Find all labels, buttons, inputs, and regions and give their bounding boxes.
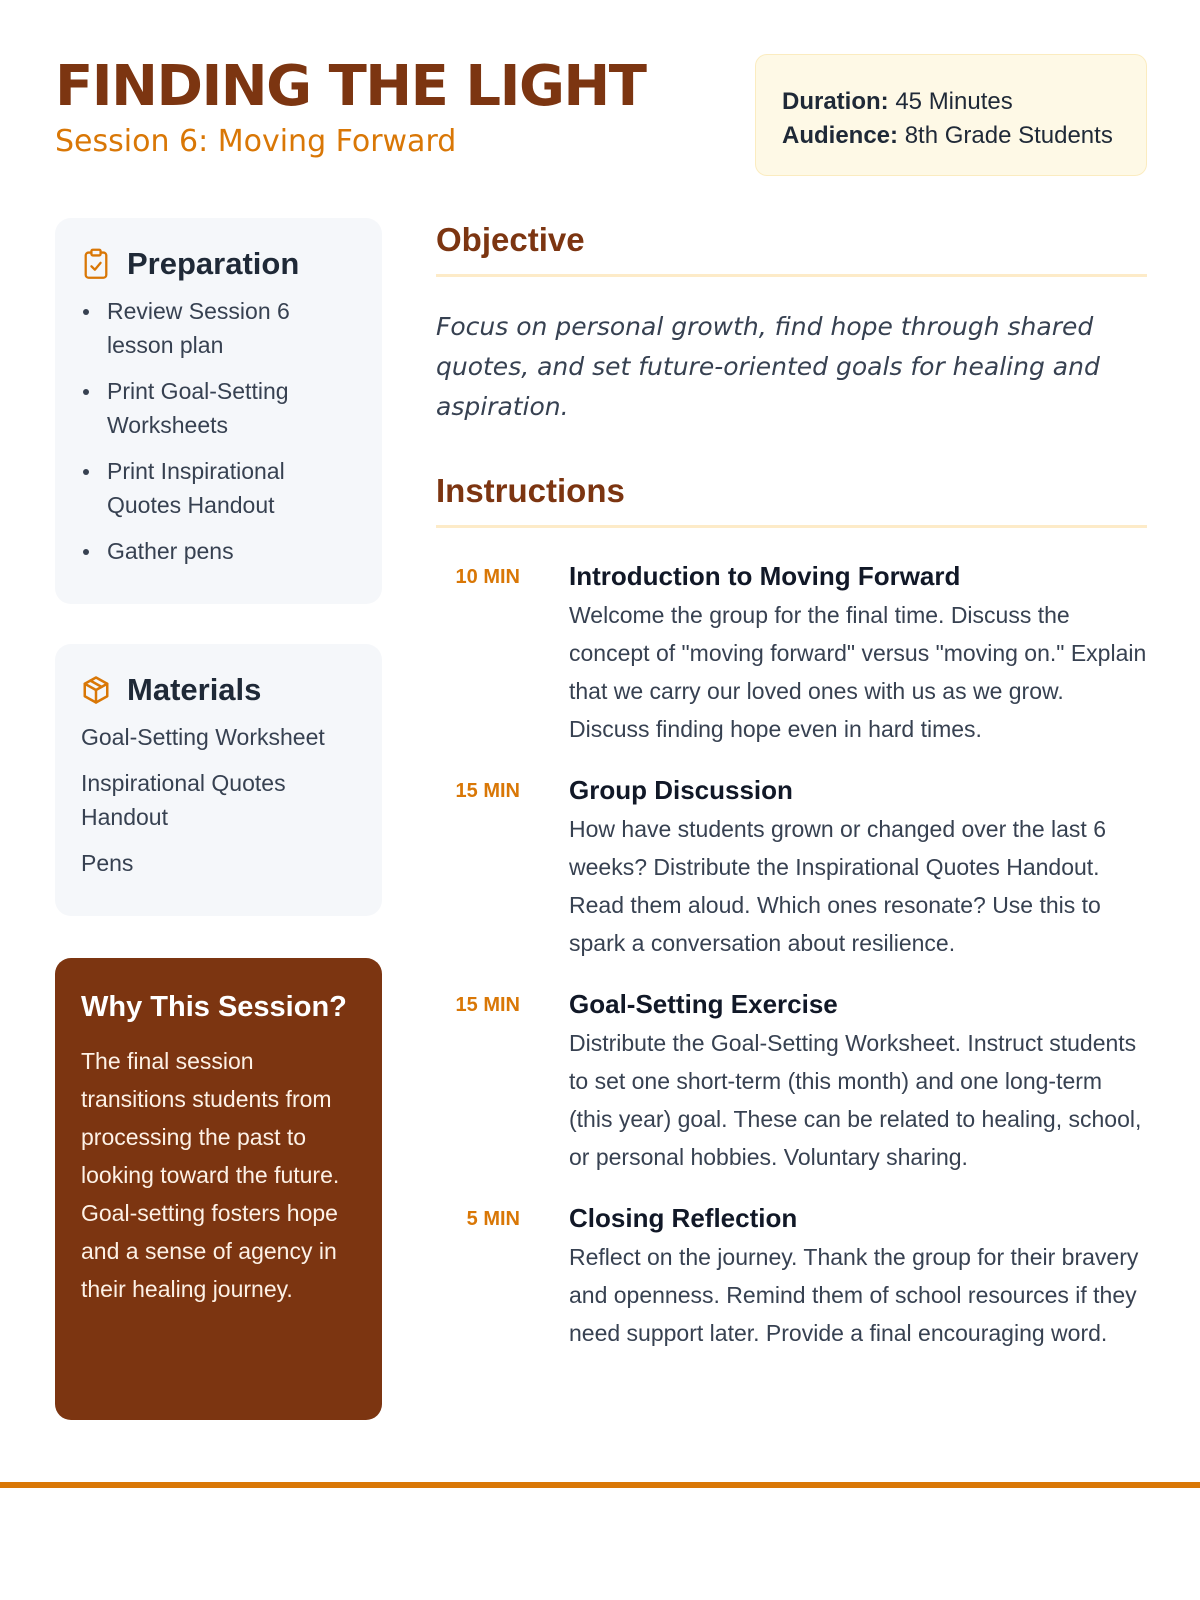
objective-text: Focus on personal growth, find hope through shared quotes, and set future-oriented goals for healing and aspiration.	[436, 312, 1100, 421]
materials-item: Inspirational Quotes Handout	[81, 770, 286, 830]
instruction-step	[436, 560, 1147, 748]
materials-item: Goal-Setting Worksheet	[81, 724, 325, 750]
page-title: FINDING THE LIGHT	[55, 54, 646, 119]
preparation-item: Gather pens	[81, 534, 356, 568]
step-duration: 5 MIN	[466, 1208, 520, 1230]
preparation-item: Review Session 6 lesson plan	[81, 294, 356, 362]
instructions-list	[436, 560, 1147, 1352]
footer-divider	[0, 1482, 1200, 1488]
materials-item: Pens	[81, 850, 134, 876]
objective-heading: Objective	[436, 218, 1147, 277]
preparation-list	[81, 294, 356, 568]
step-duration: 15 MIN	[455, 780, 520, 802]
preparation-item: Print Goal-Setting Worksheets	[81, 374, 356, 442]
step-description: How have students grown or changed over the last 6 weeks? Distribute the Inspirational Quotes Handout. Read them aloud. Which ones resonate? Use this to spark a conversation about resilience.	[569, 816, 1106, 956]
step-description: Welcome the group for the final time. Discuss the concept of "moving forward" versus "moving on." Explain that we carry our loved ones with us as we grow. Discuss finding hope even in hard times.	[569, 602, 1147, 742]
why-session-card	[55, 958, 382, 1420]
instruction-step	[436, 1202, 1147, 1352]
why-session-body: The final session transitions students from processing the past to looking toward the future. Goal-setting fosters hope and a sense of agency in their healing journey.	[81, 1048, 340, 1302]
session-subtitle: Session 6: Moving Forward	[55, 124, 457, 159]
main-content	[436, 218, 1147, 1378]
preparation-item: Print Inspirational Quotes Handout	[81, 454, 356, 522]
step-title: Group Discussion	[569, 775, 793, 805]
page-header	[55, 52, 1147, 182]
step-title: Goal-Setting Exercise	[569, 989, 838, 1019]
clipboard-check-icon	[81, 247, 111, 281]
materials-card	[55, 644, 382, 916]
instructions-heading: Instructions	[436, 469, 1147, 528]
preparation-title: Preparation	[127, 246, 300, 281]
materials-title: Materials	[127, 672, 262, 707]
step-title: Introduction to Moving Forward	[569, 561, 961, 591]
duration-value: 45 Minutes	[895, 88, 1013, 115]
step-duration: 10 MIN	[455, 566, 520, 588]
step-description: Distribute the Goal-Setting Worksheet. Instruct students to set one short-term (this month) and one long-term (this year) goal. These can be related to healing, school, or personal hobbies. Voluntary sharing.	[569, 1030, 1142, 1170]
audience-label: Audience:	[782, 122, 899, 149]
materials-header	[81, 672, 356, 708]
step-description: Reflect on the journey. Thank the group for their bravery and openness. Remind them of school resources if they need support later. Provide a final encouraging word.	[569, 1244, 1139, 1346]
why-session-title: Why This Session?	[81, 991, 347, 1023]
preparation-card	[55, 218, 382, 604]
duration-label: Duration:	[782, 88, 889, 115]
step-duration: 15 MIN	[455, 994, 520, 1016]
audience-row	[782, 119, 1120, 153]
instruction-step	[436, 774, 1147, 962]
audience-value: 8th Grade Students	[904, 122, 1113, 149]
package-icon	[81, 673, 111, 707]
preparation-header	[81, 246, 356, 282]
instruction-step	[436, 988, 1147, 1176]
session-meta-box	[755, 54, 1147, 176]
step-title: Closing Reflection	[569, 1203, 798, 1233]
duration-row	[782, 85, 1120, 119]
